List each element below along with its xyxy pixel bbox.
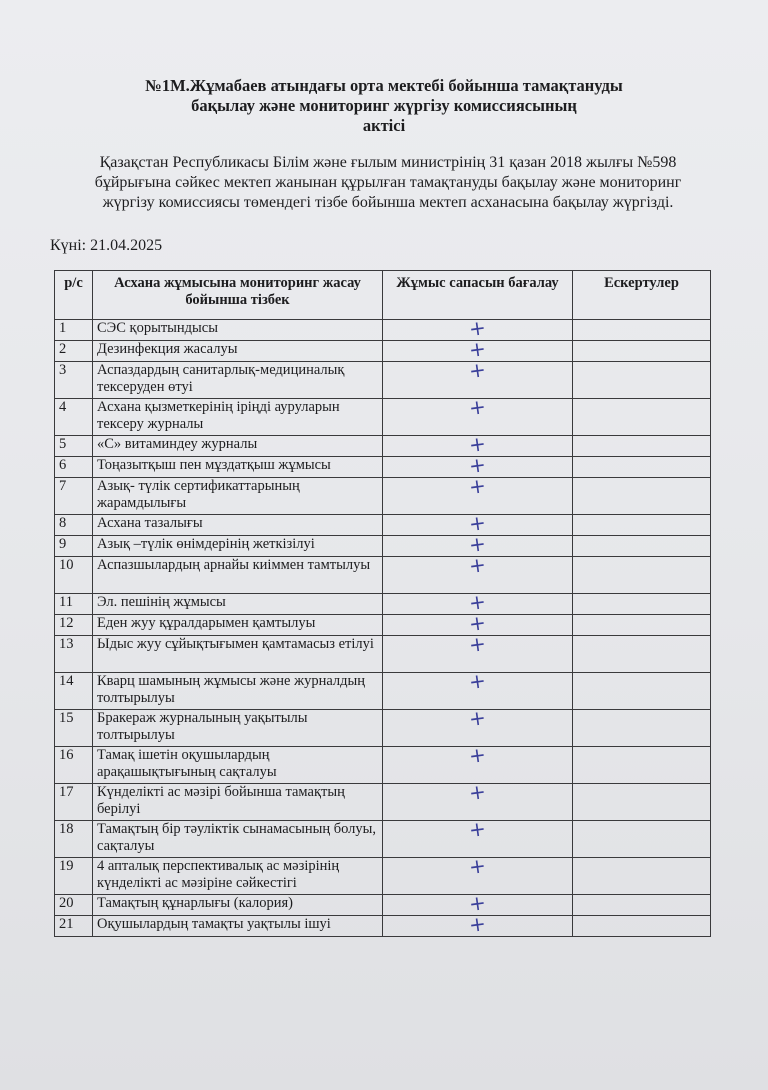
row-number: 10 [55, 557, 93, 594]
row-notes [573, 673, 711, 710]
row-notes [573, 478, 711, 515]
handwritten-plus-mark: + [467, 704, 488, 732]
row-notes [573, 536, 711, 557]
row-notes [573, 399, 711, 436]
header-number: р/с [55, 271, 93, 320]
row-grade [383, 910, 573, 938]
header-notes: Ескертулер [573, 271, 711, 320]
row-number: 14 [55, 673, 93, 710]
intro-line-3: жүргізу комиссиясы төмендегі тізбе бойынша мектеп асханасына бақылау жүргізді. [102, 194, 674, 211]
row-item: Азық- түлік сертификаттарының жарамдылығы [93, 478, 383, 515]
row-number: 4 [55, 399, 93, 436]
row-number: 15 [55, 710, 93, 747]
intro-line-2: бұйрығына сәйкес мектеп жанынан құрылған тамақтануды бақылау және мониторинг [94, 174, 682, 191]
document-title [0, 76, 768, 136]
row-item: Тоңазытқыш пен мұздатқыш жұмысы [93, 457, 383, 478]
row-notes [573, 895, 711, 916]
row-number: 2 [55, 341, 93, 362]
table-row [55, 821, 711, 858]
row-item: Оқушылардың тамақты уақтылы ішуі [93, 916, 383, 937]
handwritten-plus-mark: + [467, 910, 488, 938]
table-row [55, 895, 711, 916]
table-row [55, 457, 711, 478]
row-item: Дезинфекция жасалуы [93, 341, 383, 362]
row-item: «С» витаминдеу журналы [93, 436, 383, 457]
monitoring-table [54, 270, 711, 937]
handwritten-plus-mark: + [467, 314, 488, 342]
row-number: 11 [55, 594, 93, 615]
handwritten-plus-mark: + [467, 852, 488, 880]
row-item: Еден жуу құралдарымен қамтылуы [93, 615, 383, 636]
handwritten-plus-mark: + [467, 530, 488, 558]
row-item: Күнделікті ас мәзірі бойынша тамақтың берілуі [93, 784, 383, 821]
row-number: 6 [55, 457, 93, 478]
row-notes [573, 784, 711, 821]
row-item: 4 апталық перспективалық ас мәзірінің күнделікті ас мәзіріне сәйкестігі [93, 858, 383, 895]
handwritten-plus-mark: + [467, 472, 488, 500]
row-notes [573, 821, 711, 858]
row-grade [383, 667, 573, 710]
handwritten-plus-mark: + [467, 509, 488, 537]
handwritten-plus-mark: + [467, 393, 488, 421]
row-item: Кварц шамының жұмысы және журналдың толтырылуы [93, 673, 383, 710]
header-item: Асхана жұмысына мониторинг жасау бойынша тізбек [93, 271, 383, 320]
row-notes [573, 858, 711, 895]
table-row [55, 673, 711, 710]
table-row [55, 710, 711, 747]
handwritten-plus-mark: + [467, 667, 488, 695]
row-notes [573, 436, 711, 457]
row-grade [383, 815, 573, 858]
row-number: 21 [55, 916, 93, 937]
handwritten-plus-mark: + [467, 741, 488, 769]
intro-paragraph [56, 153, 720, 213]
row-item: Азық –түлік өнімдерінің жеткізілуі [93, 536, 383, 557]
table-row [55, 536, 711, 557]
title-line-2: бақылау және мониторинг жүргізу комиссиясының [191, 96, 577, 115]
row-notes [573, 320, 711, 341]
title-line-3: актісі [362, 116, 406, 135]
row-grade [383, 472, 573, 515]
document-date: Күні: 21.04.2025 [50, 237, 163, 254]
row-grade [383, 741, 573, 784]
table-row [55, 784, 711, 821]
row-notes [573, 916, 711, 937]
handwritten-plus-mark: + [467, 889, 488, 917]
row-number: 16 [55, 747, 93, 784]
table-body [55, 314, 711, 938]
handwritten-plus-mark: + [467, 815, 488, 843]
row-number: 12 [55, 615, 93, 636]
table-row [55, 557, 711, 594]
row-number: 17 [55, 784, 93, 821]
row-notes [573, 615, 711, 636]
table-row [55, 916, 711, 937]
row-notes [573, 710, 711, 747]
row-number: 13 [55, 636, 93, 673]
row-number: 20 [55, 895, 93, 916]
row-notes [573, 341, 711, 362]
row-grade [383, 704, 573, 747]
row-item: Тамақ ішетін оқушылардың арақашықтығының сақталуы [93, 747, 383, 784]
row-item: Эл. пешінің жұмысы [93, 594, 383, 615]
handwritten-plus-mark: + [467, 356, 488, 384]
row-item: Аспазшылардың арнайы киіммен тамтылуы [93, 557, 383, 594]
row-number: 3 [55, 362, 93, 399]
row-item: Асхана қызметкерінің іріңді ауруларын тексеру журналы [93, 399, 383, 436]
row-item: Асхана тазалығы [93, 515, 383, 536]
row-notes [573, 362, 711, 399]
header-grade: Жұмыс сапасын бағалау [383, 271, 573, 320]
row-number: 19 [55, 858, 93, 895]
row-number: 5 [55, 436, 93, 457]
table-row [55, 478, 711, 515]
row-notes [573, 557, 711, 594]
table-row [55, 341, 711, 362]
handwritten-plus-mark: + [467, 430, 488, 458]
table-row [55, 636, 711, 673]
row-grade [383, 852, 573, 895]
handwritten-plus-mark: + [467, 778, 488, 806]
row-notes [573, 515, 711, 536]
row-grade [383, 551, 573, 594]
handwritten-plus-mark: + [467, 588, 488, 616]
table-header-row [55, 271, 711, 320]
row-number: 18 [55, 821, 93, 858]
row-notes [573, 747, 711, 784]
handwritten-plus-mark: + [467, 609, 488, 637]
table-row [55, 615, 711, 636]
handwritten-plus-mark: + [467, 451, 488, 479]
handwritten-plus-mark: + [467, 630, 488, 658]
row-item: Ыдыс жуу сұйықтығымен қамтамасыз етілуі [93, 636, 383, 673]
row-number: 7 [55, 478, 93, 515]
row-number: 9 [55, 536, 93, 557]
row-item: Тамақтың бір тәуліктік сынамасының болуы, сақталуы [93, 821, 383, 858]
handwritten-plus-mark: + [467, 551, 488, 579]
row-item: Бракераж журналының уақытылы толтырылуы [93, 710, 383, 747]
row-grade [383, 778, 573, 821]
table-row [55, 515, 711, 536]
row-number: 1 [55, 320, 93, 341]
table-row [55, 436, 711, 457]
row-grade [383, 630, 573, 673]
row-notes [573, 636, 711, 673]
table-row [55, 747, 711, 784]
intro-line-1: Қазақстан Республикасы Білім және ғылым министрінің 31 қазан 2018 жылғы №598 [99, 154, 677, 171]
row-item: Аспаздардың санитарлық-медициналық тексеруден өтуі [93, 362, 383, 399]
table-row [55, 320, 711, 341]
title-line-1: №1М.Жұмабаев атындағы орта мектебі бойынша тамақтануды [145, 76, 623, 95]
row-number: 8 [55, 515, 93, 536]
handwritten-plus-mark: + [467, 335, 488, 363]
row-grade [383, 393, 573, 436]
row-notes [573, 594, 711, 615]
table-row [55, 362, 711, 399]
table-row [55, 594, 711, 615]
row-grade [383, 356, 573, 399]
row-item: СЭС қорытындысы [93, 320, 383, 341]
table-row [55, 858, 711, 895]
row-notes [573, 457, 711, 478]
row-item: Тамақтың құнарлығы (калория) [93, 895, 383, 916]
table-row [55, 399, 711, 436]
